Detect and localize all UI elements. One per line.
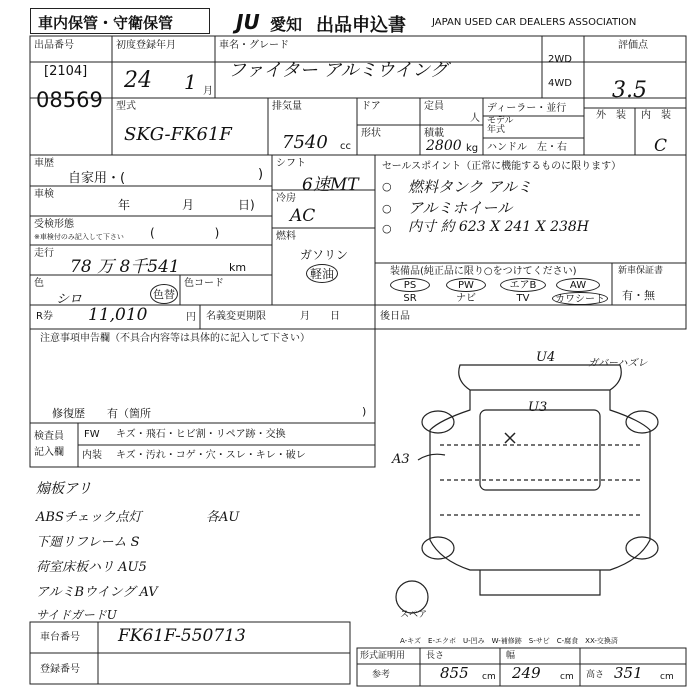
inspector-label: 検査員 <box>34 431 64 442</box>
history-label: 車歴 <box>34 158 54 169</box>
spare-label: スペア <box>400 610 428 620</box>
selling-bullet-2: ○ <box>382 202 392 215</box>
inspection-day: 日) <box>238 198 255 212</box>
selling-label: セールスポイント（正常に機能するものに限ります） <box>382 161 622 172</box>
color-label: 色 <box>34 278 44 289</box>
equip-aw[interactable]: AW <box>556 278 600 292</box>
first-reg-year: 24 <box>124 68 152 93</box>
int-label: 内装 <box>82 450 102 461</box>
mileage-value: 78 万 8千541 <box>70 257 180 277</box>
load-unit: kg <box>466 143 479 154</box>
remark-line: 各AU <box>206 510 240 525</box>
height-unit: cm <box>660 672 674 682</box>
rating-label: 評価点 <box>618 40 648 51</box>
mileage-label: 走行 <box>34 248 54 259</box>
door-label: ドア <box>361 101 381 112</box>
car-name: ファイター アルミウイング <box>228 60 448 81</box>
capacity-label: 定員 <box>424 101 444 112</box>
brand-name: 愛知 <box>270 15 303 34</box>
selling-bullet-3: ○ <box>382 222 392 235</box>
remark-line: サイドガードU <box>36 608 117 622</box>
load-value: 2800 <box>426 138 462 154</box>
int-items: キズ・汚れ・コゲ・穴・スレ・キレ・破レ <box>116 450 306 461</box>
warranty-label: 新車保証書 <box>618 266 664 276</box>
remark-line: 荷室床板ハリ AU5 <box>36 560 147 575</box>
plate-label: 登録番号 <box>40 664 80 675</box>
inspection-year: 年 <box>118 198 131 212</box>
recycle-unit: 円 <box>186 312 196 323</box>
equip-label: 装備品(純正品に限り○をつけてください) <box>390 266 577 277</box>
name-change-label: 名義変更期限 <box>206 311 266 322</box>
remark-line: アルミBウイング AV <box>36 585 158 600</box>
width-value: 249 <box>512 664 541 682</box>
selling-item: 燃料タンク アルミ <box>408 178 532 196</box>
size-label: 形式証明用 <box>360 651 406 661</box>
height-value: 351 <box>614 664 643 682</box>
ju-logo: JU <box>236 10 260 34</box>
equip-sr[interactable]: SR <box>403 293 417 304</box>
name-change-value: 月 日 <box>300 311 340 322</box>
model-code: SKG-FK61F <box>124 124 232 145</box>
load-label: 積載 <box>424 128 444 139</box>
association-name: JAPAN USED CAR DEALERS ASSOCIATION <box>432 17 637 28</box>
rating-score: 3.5 <box>612 78 647 103</box>
receive-label: 受検形態 <box>34 219 74 230</box>
shift-label: シフト <box>276 158 306 169</box>
width-label: 幅 <box>506 651 516 661</box>
shape-label: 形状 <box>361 128 381 139</box>
exterior-label: 外 装 <box>596 110 626 121</box>
damage-u4: U4 <box>536 350 556 365</box>
repair-history: 修復歴 有（箇所 <box>52 407 151 420</box>
shift-value: 6速MT <box>302 175 359 195</box>
color-change: 色替 <box>150 284 178 304</box>
chassis-label: 車台番号 <box>40 632 80 643</box>
inspector-entry-label: 記入欄 <box>34 447 64 458</box>
equip-airbag[interactable]: エアB <box>500 278 546 292</box>
lot-label: 出品番号 <box>34 40 74 51</box>
selling-item: アルミホイール <box>408 199 513 217</box>
remark-line: 煽板アリ <box>36 481 92 497</box>
recycle-label: R券 <box>36 311 53 322</box>
fw-items: キズ・飛石・ヒビ割・リペア跡・交換 <box>116 429 286 440</box>
later-label: 後日品 <box>380 311 410 322</box>
handle-label: ハンドル 左・右 <box>487 142 567 153</box>
equip-tv[interactable]: TV <box>516 293 530 304</box>
repair-close: ) <box>362 405 367 418</box>
ac-value: AC <box>290 206 316 226</box>
color-value: シロ <box>56 292 83 307</box>
drive-4wd: 4WD <box>548 78 572 89</box>
selling-item: 内寸 約 623 X 241 X 238H <box>408 219 590 235</box>
fuel-gasoline: ガソリン <box>300 248 349 262</box>
lot-number: 08569 <box>36 88 103 112</box>
fuel-diesel: 軽油 <box>306 264 338 283</box>
warranty-value: 有・無 <box>622 289 655 302</box>
fuel-label: 燃料 <box>276 231 296 242</box>
mileage-unit: km <box>229 261 247 274</box>
first-reg-month: 1 <box>184 70 197 94</box>
model-year-label: モデル 年式 <box>487 116 514 135</box>
receive-paren: ( ) <box>150 226 220 240</box>
length-label: 長さ <box>426 651 445 661</box>
form-title: 出品申込書 <box>316 15 406 36</box>
fw-label: FW <box>84 429 100 440</box>
interior-label: 内 装 <box>641 110 671 121</box>
inspection-month: 月 <box>182 198 195 212</box>
length-value: 855 <box>440 664 469 682</box>
storage-label: 車内保管・守衛保管 <box>38 14 174 32</box>
remark-line: 下廻リフレーム S <box>36 535 140 550</box>
ref-label: 参考 <box>372 670 391 680</box>
ac-label: 冷房 <box>276 193 296 204</box>
notes-label: 注意事項申告欄（不具合内容等は具体的に記入して下さい） <box>40 333 310 344</box>
equip-navi[interactable]: ナビ <box>456 293 476 304</box>
displacement-value: 7540 <box>282 132 328 153</box>
dealer-label: ディーラー・並行 <box>487 103 567 114</box>
recycle-value: 11,010 <box>88 305 148 325</box>
damage-u3: U3 <box>528 400 548 415</box>
history-value: 自家用・( <box>68 171 126 186</box>
model-label: 型式 <box>116 101 136 112</box>
damage-a3: A3 <box>392 452 410 467</box>
height-label: 高さ <box>586 670 605 680</box>
displacement-unit: cc <box>340 141 351 152</box>
remark-line: ABSチェック点灯 <box>36 510 142 525</box>
drive-2wd: 2WD <box>548 54 572 65</box>
equip-pw[interactable]: PW <box>446 278 486 292</box>
first-reg-label: 初度登録年月 <box>116 40 176 51</box>
lot-sub: [2104] <box>44 64 88 79</box>
capacity-unit: 人 <box>470 113 480 124</box>
interior-grade: C <box>654 136 668 156</box>
width-unit: cm <box>560 672 574 682</box>
damage-guard: ガバーハズレ <box>588 358 648 369</box>
chassis-number: FK61F-550713 <box>118 626 246 646</box>
equip-ps[interactable]: PS <box>390 278 430 292</box>
inspection-label: 車検 <box>34 189 54 200</box>
first-reg-unit: 月 <box>203 86 213 97</box>
length-unit: cm <box>482 672 496 682</box>
receive-note: ※車検付のみ記入して下さい <box>34 233 124 241</box>
damage-legend: A-キズ E-エクボ U-凹み W-補修跡 S-サビ C-腐食 XX-交換済 <box>400 637 618 645</box>
history-close: ) <box>258 167 264 182</box>
car-name-label: 車名・グレード <box>219 40 289 51</box>
displacement-label: 排気量 <box>272 101 302 112</box>
equip-seat[interactable]: カワシート <box>552 292 608 305</box>
color-code-label: 色コード <box>184 278 224 289</box>
selling-bullet-1: ○ <box>382 180 392 193</box>
